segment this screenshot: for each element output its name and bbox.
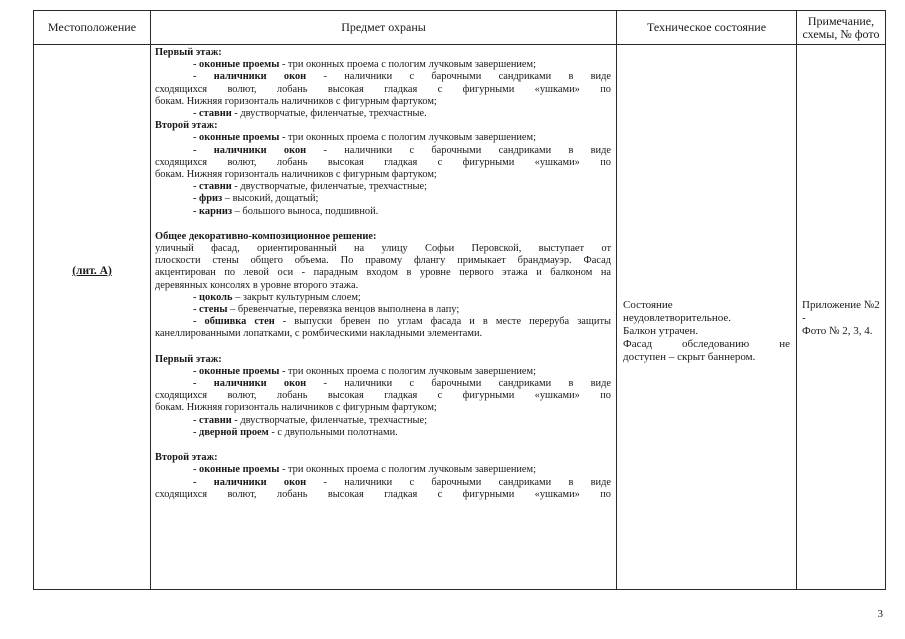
text-line: бокам. Нижняя горизонталь наличников с фигурным фартуком; [155, 169, 437, 181]
feature-item [155, 378, 611, 390]
feature-item [155, 292, 611, 304]
feature-item [155, 366, 611, 378]
note-cell [797, 45, 886, 590]
text-line: деревянных консолях в уровне второго этажа. [155, 279, 359, 291]
feature-item [155, 464, 611, 476]
feature-description: – бревенчатые, перевязка венцов выполнена в лапу; [227, 304, 460, 316]
feature-item [155, 108, 611, 120]
text-line: сходящихся волют, лобань высокая гладкая с фигурными «ушками» по [155, 390, 611, 402]
text-line: бокам. Нижняя горизонталь наличников с фигурным фартуком; [155, 402, 437, 414]
feature-item [155, 304, 611, 316]
section-heading: Второй этаж: [155, 120, 218, 132]
state-cell [617, 45, 797, 590]
state-line: неудовлетворительное. [623, 312, 731, 324]
feature-label: - оконные проемы [193, 59, 280, 71]
feature-label: - фриз [193, 193, 223, 205]
header-note-line1: Примечание, [807, 13, 875, 28]
feature-description: - двустворчатые, филенчатые, трехчастные. [231, 108, 427, 120]
protection-table-wrapper [33, 10, 885, 590]
feature-label: - оконные проемы [193, 365, 280, 377]
feature-description: - наличники с барочными сандриками в виде [306, 144, 611, 156]
page-number: 3 [877, 608, 883, 620]
text-line: уличный фасад, ориентированный на улицу Софьи Перовской, выступает от [155, 243, 611, 255]
text-line: сходящихся волют, лобань высокая гладкая с фигурными «ушками» по [155, 83, 611, 95]
feature-description: - двустворчатые, филенчатые, трехчастные; [231, 414, 427, 426]
feature-item [155, 477, 611, 489]
note-line: Фото № 2, 3, 4. [802, 325, 873, 337]
feature-item [155, 415, 611, 427]
feature-description: - три оконных проема с пологим лучковым завершением; [279, 365, 537, 377]
text-line: акцентирован по левой оси - парадным входом в уровне первого этажа и балконом на [155, 267, 611, 279]
text-line: сходящихся волют, лобань высокая гладкая с фигурными «ушками» по [155, 156, 611, 168]
feature-label: - наличники окон [193, 144, 307, 156]
feature-label: - оконные проемы [193, 464, 280, 476]
feature-description: - три оконных проема с пологим лучковым завершением; [279, 59, 537, 71]
header-note-line2: схемы, № фото [802, 26, 880, 41]
location-cell [34, 45, 151, 590]
state-text [623, 299, 790, 364]
feature-description: - наличники с барочными сандриками в виде [306, 378, 611, 390]
feature-label: - наличники окон [193, 476, 307, 488]
feature-description: – большого выноса, подшивной. [232, 205, 379, 217]
section-heading: Второй этаж: [155, 452, 218, 464]
state-line: доступен – скрыт баннером. [623, 351, 756, 363]
feature-description: - три оконных проема с пологим лучковым завершением; [279, 132, 537, 144]
feature-label: - ставни [193, 414, 232, 426]
feature-item [155, 71, 611, 83]
state-line: Состояние [623, 299, 673, 311]
state-line: Фасад обследованию не [623, 338, 790, 350]
feature-item [155, 59, 611, 71]
blank-line [155, 341, 611, 354]
header-state: Техническое состояние [617, 11, 797, 45]
section-heading: Первый этаж: [155, 47, 222, 58]
header-note [797, 11, 886, 45]
text-line: сходящихся волют, лобань высокая гладкая с фигурными «ушками» по [155, 488, 611, 500]
feature-item [155, 316, 611, 328]
feature-item [155, 193, 611, 205]
text-line: плоскости стены общего объема. По правому флангу примыкает брандмауэр. Фасад [155, 255, 611, 267]
note-text [802, 299, 881, 338]
text-line: канеллированными лопатками, с ромбическими накладными элементами. [155, 328, 483, 340]
text-line: бокам. Нижняя горизонталь наличников с фигурным фартуком; [155, 95, 437, 107]
note-line: Приложение №2 - [802, 299, 880, 324]
location-value: (лит. А) [72, 265, 112, 277]
feature-description: – высокий, дощатый; [222, 193, 319, 205]
feature-label: - наличники окон [193, 378, 307, 390]
blank-line [155, 218, 611, 231]
feature-label: - обшивка стен [193, 316, 275, 328]
section-heading: Общее декоративно-композиционное решение: [155, 230, 377, 242]
subject-text [155, 47, 611, 589]
feature-label: - наличники окон [193, 71, 307, 83]
feature-label: - стены [193, 304, 228, 316]
feature-description: - наличники с барочными сандриками в виде [306, 71, 611, 83]
feature-description: - с двупольными полотнами. [268, 426, 398, 438]
feature-label: - ставни [193, 181, 232, 193]
table-header-row [34, 11, 886, 45]
feature-item [155, 206, 611, 218]
feature-item [155, 132, 611, 144]
table-row [34, 45, 886, 590]
protection-table [33, 10, 886, 590]
header-location: Местоположение [34, 11, 151, 45]
section-heading: Первый этаж: [155, 353, 222, 365]
feature-item [155, 145, 611, 157]
feature-item [155, 427, 611, 439]
feature-item [155, 181, 611, 193]
feature-label: - ставни [193, 108, 232, 120]
blank-line [155, 439, 611, 452]
feature-description: - наличники с барочными сандриками в виде [306, 476, 611, 488]
feature-label: - карниз [193, 205, 233, 217]
header-subject: Предмет охраны [151, 11, 617, 45]
feature-description: - двустворчатые, филенчатые, трехчастные; [231, 181, 427, 193]
feature-description: - три оконных проема с пологим лучковым завершением; [279, 464, 537, 476]
state-line: Балкон утрачен. [623, 325, 699, 337]
feature-description: - выпуски бревен по углам фасада и в месте переруба защиты [274, 316, 611, 328]
feature-description: – закрыт культурным слоем; [232, 291, 361, 303]
feature-label: - оконные проемы [193, 132, 280, 144]
feature-label: - цоколь [193, 291, 233, 303]
subject-cell [151, 45, 617, 590]
feature-label: - дверной проем [193, 426, 269, 438]
